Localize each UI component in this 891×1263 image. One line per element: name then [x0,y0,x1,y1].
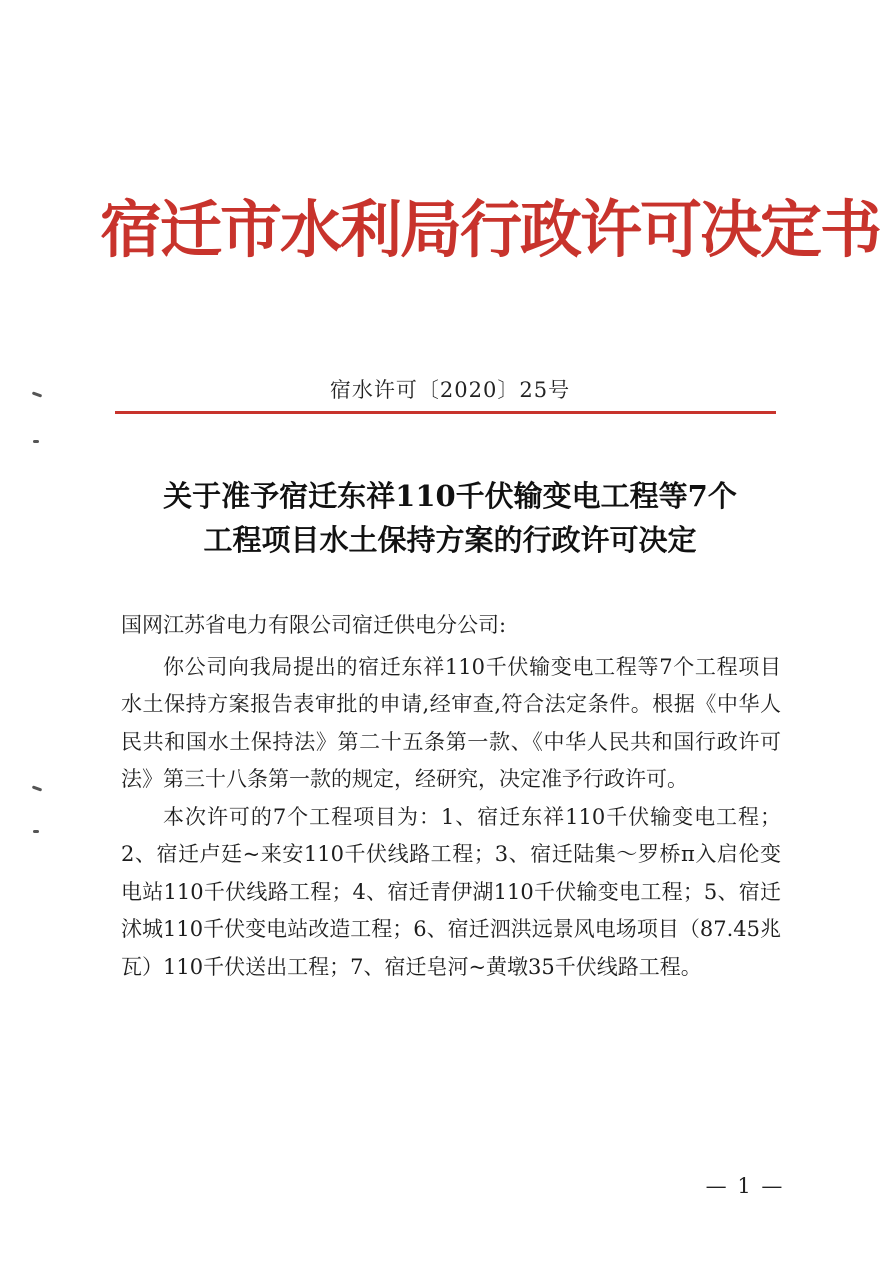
document-header-title: 宿迁市水利局行政许可决定书 [100,193,881,266]
red-divider-line [115,411,776,414]
scan-mark [33,830,39,833]
subject-title-line-1: 关于准予宿迁东祥110千伏输变电工程等7个 [163,479,737,513]
document-body [121,607,781,986]
body-paragraph-1: 你公司向我局提出的宿迁东祥110千伏输变电工程等7个工程项目水土保持方案报告表审批的申请,经审查,符合法定条件。根据《中华人民共和国水土保持法》第二十五条第一款、《中华人民共和国行政许可法》第三十八条第一款的规定，经研究，决定准予行政许可。 [121,654,781,791]
subject-title-line-2: 工程项目水土保持方案的行政许可决定 [203,523,697,557]
scan-mark [33,440,39,443]
scan-mark [32,785,42,791]
scan-mark [32,391,42,397]
body-paragraph-2: 本次许可的7个工程项目为：1、宿迁东祥110千伏输变电工程；2、宿迁卢廷~来安110千伏线路工程；3、宿迁陆集～罗桥π入启伦变电站110千伏线路工程；4、宿迁青伊湖110千伏输变电工程；5、宿迁沭城110千伏变电站改造工程；6、宿迁泗洪远景风电场项目（87.45兆瓦）110千伏送出工程；7、宿迁皂河~黄墩35千伏线路工程。 [121,804,781,979]
document-number: 宿水许可〔2020〕25号 [329,378,571,402]
salutation: 国网江苏省电力有限公司宿迁供电分公司: [121,613,507,637]
page-number: — 1 — [705,1174,785,1198]
subject-title [100,474,800,562]
